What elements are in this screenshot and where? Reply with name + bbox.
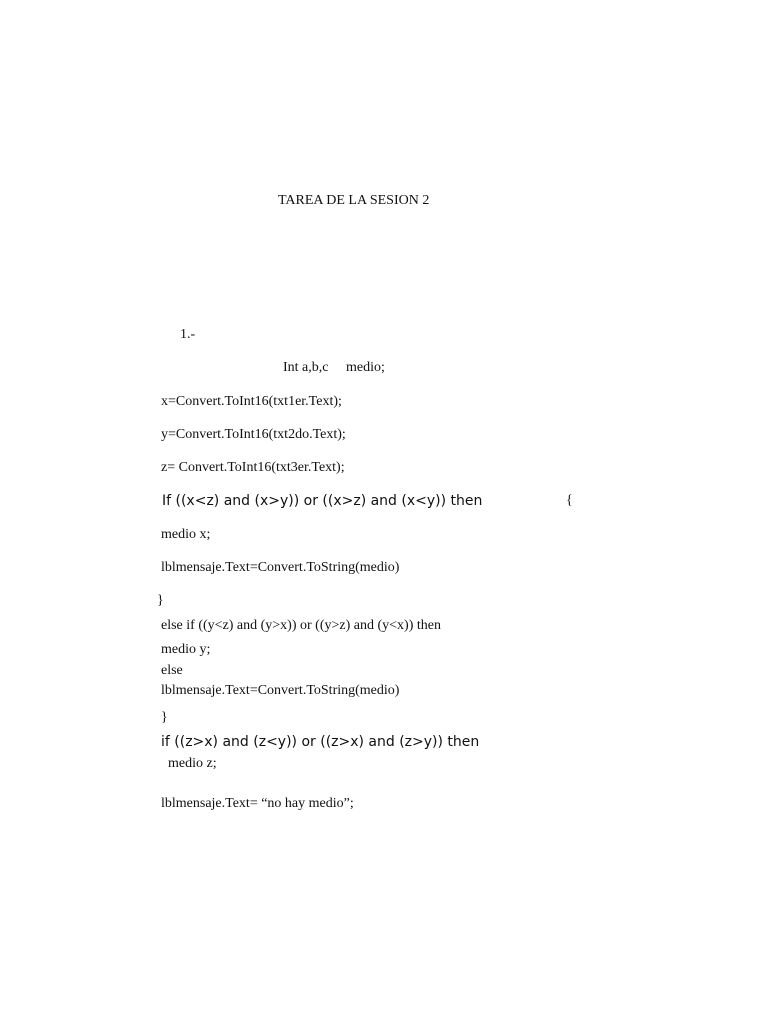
code-line-z-assign: z= Convert.ToInt16(txt3er.Text);: [161, 460, 345, 475]
section-number: 1.-: [180, 327, 196, 342]
code-line-x-assign: x=Convert.ToInt16(txt1er.Text);: [161, 394, 342, 409]
code-line-lblmensaje-3: lblmensaje.Text= “no hay medio”;: [161, 796, 354, 811]
code-line-else: else: [161, 663, 183, 678]
code-close-brace-1: }: [157, 593, 164, 608]
code-line-medio-z: medio z;: [168, 756, 217, 771]
code-line-medio-y: medio y;: [161, 642, 211, 657]
document-title: TAREA DE LA SESION 2: [278, 193, 430, 208]
code-close-brace-2: }: [161, 710, 168, 725]
code-line-if-z: if ((z>x) and (z<y)) or ((z>x) and (z>y)) then: [161, 734, 480, 750]
code-line-y-assign: y=Convert.ToInt16(txt2do.Text);: [161, 427, 346, 442]
code-line-else-if: else if ((y<z) and (y>x)) or ((y>z) and (y<x)) then: [161, 618, 441, 633]
code-line-declaration: Int a,b,c medio;: [283, 360, 385, 375]
code-line-lblmensaje-1: lblmensaje.Text=Convert.ToString(medio): [161, 560, 400, 575]
code-line-lblmensaje-2: lblmensaje.Text=Convert.ToString(medio): [161, 683, 400, 698]
code-line-medio-x: medio x;: [161, 527, 211, 542]
code-open-brace: {: [566, 493, 573, 508]
code-line-if-x: If ((x<z) and (x>y)) or ((x>z) and (x<y)) then: [162, 493, 483, 509]
